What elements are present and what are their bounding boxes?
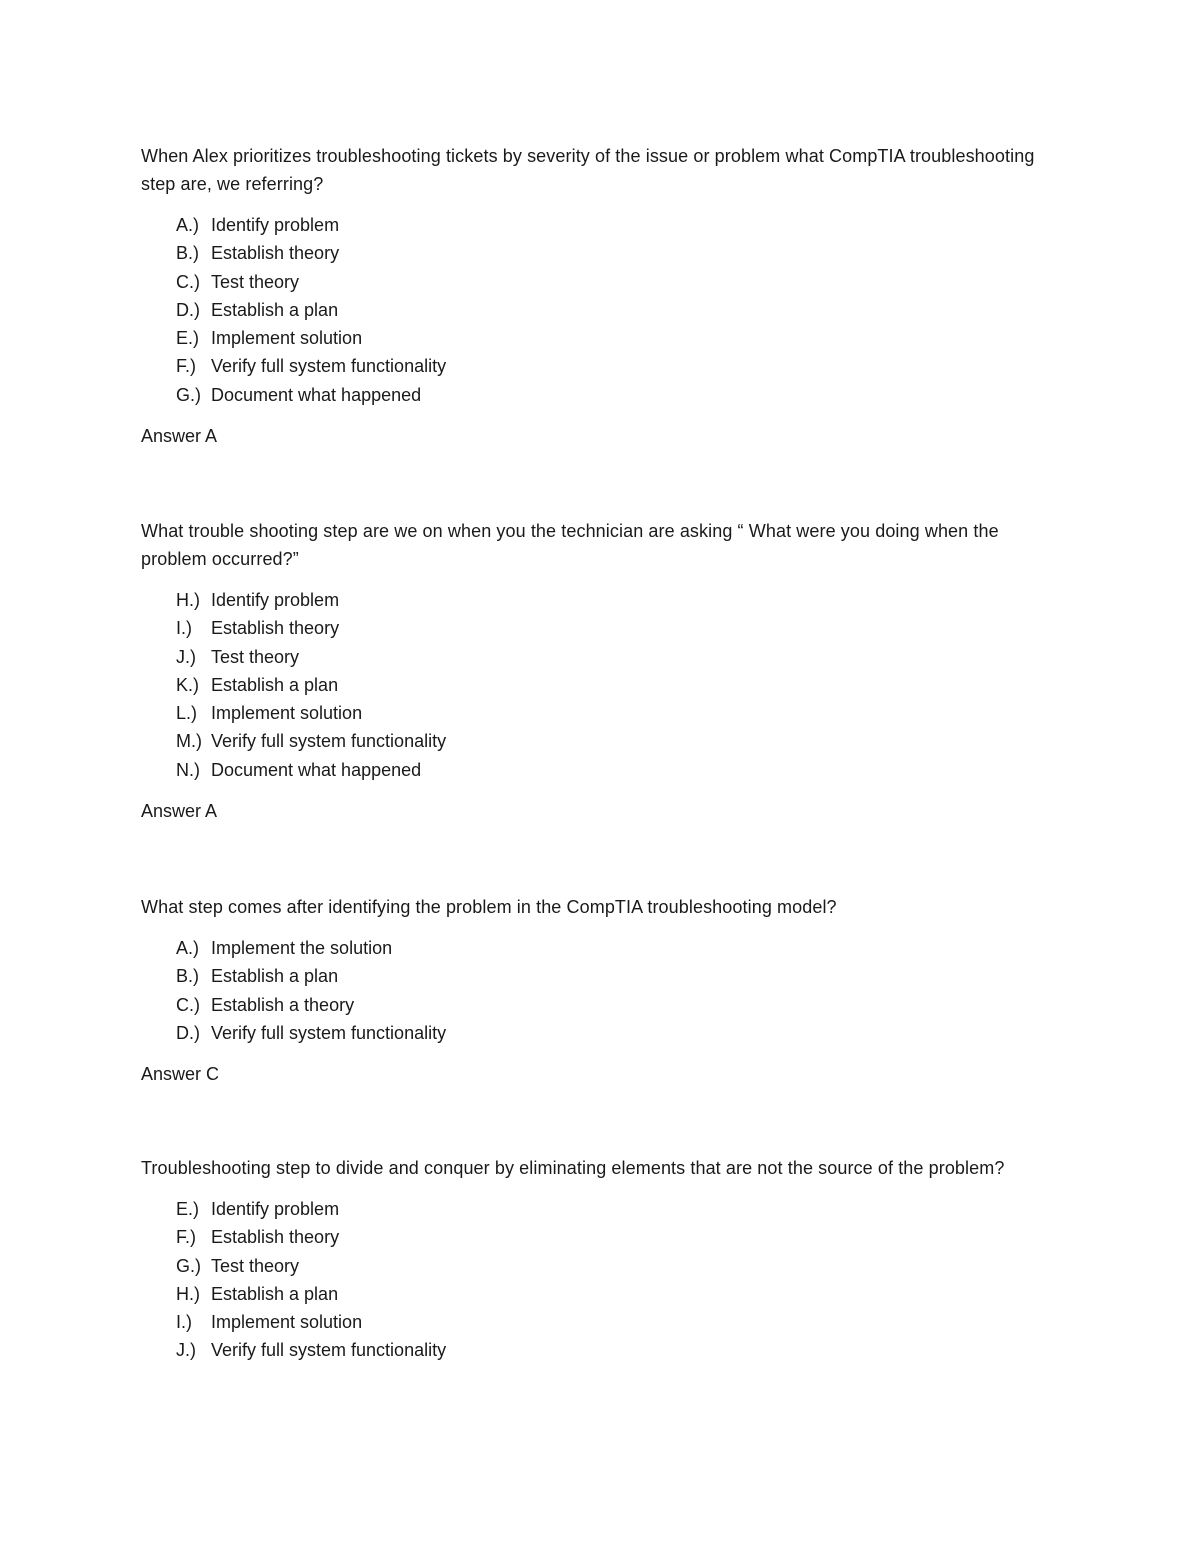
option-letter: M.) bbox=[176, 731, 202, 752]
option-letter: D.) bbox=[176, 1022, 200, 1043]
question-1 bbox=[141, 142, 1061, 450]
option-item bbox=[176, 352, 1061, 380]
option-label: Identify problem bbox=[211, 590, 340, 610]
option-letter: A.) bbox=[176, 938, 200, 958]
option-item bbox=[176, 727, 1061, 755]
question-2 bbox=[141, 517, 1061, 825]
option-item bbox=[176, 1336, 1061, 1364]
option-item bbox=[176, 239, 1061, 267]
option-item bbox=[176, 381, 1061, 409]
option-item bbox=[176, 296, 1061, 324]
option-letter: K.) bbox=[176, 674, 200, 695]
option-label: Establish a plan bbox=[211, 1283, 339, 1304]
option-item bbox=[176, 962, 1061, 990]
option-item bbox=[176, 1019, 1061, 1047]
option-letter: I.) bbox=[176, 1312, 192, 1333]
option-letter: B.) bbox=[176, 243, 200, 264]
option-letter: D.) bbox=[176, 299, 200, 320]
option-item bbox=[176, 211, 1061, 239]
option-item bbox=[176, 643, 1061, 671]
option-item bbox=[176, 268, 1061, 296]
option-letter: N.) bbox=[176, 759, 200, 780]
option-label: Document what happened bbox=[211, 759, 422, 780]
option-item bbox=[176, 934, 1061, 962]
option-label: Identify problem bbox=[211, 1199, 340, 1219]
question-text: What step comes after identifying the problem in the CompTIA troubleshooting model? bbox=[141, 897, 837, 917]
options-list bbox=[141, 934, 1061, 1047]
option-item bbox=[176, 1252, 1061, 1280]
option-label: Test theory bbox=[211, 271, 300, 292]
option-label: Establish theory bbox=[211, 243, 340, 264]
option-item bbox=[176, 324, 1061, 352]
question-text: What trouble shooting step are we on when you the technician are asking “ What were you doing when the problem occurred?” bbox=[141, 521, 999, 569]
option-letter: E.) bbox=[176, 328, 200, 349]
option-item bbox=[176, 699, 1061, 727]
option-label: Establish a plan bbox=[211, 674, 339, 695]
question-4 bbox=[141, 1154, 1061, 1365]
option-label: Document what happened bbox=[211, 384, 422, 405]
option-label: Implement the solution bbox=[211, 938, 393, 958]
option-label: Verify full system functionality bbox=[211, 356, 447, 377]
option-letter: G.) bbox=[176, 384, 201, 405]
question-3 bbox=[141, 893, 1061, 1088]
option-letter: C.) bbox=[176, 271, 200, 292]
option-item bbox=[176, 756, 1061, 784]
option-label: Establish a plan bbox=[211, 299, 339, 320]
option-item bbox=[176, 1308, 1061, 1336]
option-letter: H.) bbox=[176, 590, 200, 610]
options-list bbox=[141, 1195, 1061, 1365]
options-list bbox=[141, 586, 1061, 784]
option-item bbox=[176, 614, 1061, 642]
question-text: Troubleshooting step to divide and conquer by eliminating elements that are not the source of the problem? bbox=[141, 1158, 1005, 1178]
option-letter: L.) bbox=[176, 703, 198, 724]
option-item bbox=[176, 1280, 1061, 1308]
option-item bbox=[176, 1195, 1061, 1223]
option-label: Verify full system functionality bbox=[211, 731, 447, 752]
option-label: Establish a plan bbox=[211, 966, 339, 987]
option-letter: G.) bbox=[176, 1255, 201, 1276]
option-letter: B.) bbox=[176, 966, 200, 987]
option-item bbox=[176, 991, 1061, 1019]
option-label: Identify problem bbox=[211, 215, 340, 235]
option-item bbox=[176, 1223, 1061, 1251]
option-label: Implement solution bbox=[211, 328, 363, 349]
answer-text: Answer C bbox=[141, 1064, 220, 1085]
option-label: Test theory bbox=[211, 646, 300, 667]
option-item bbox=[176, 671, 1061, 699]
options-list bbox=[141, 211, 1061, 409]
option-label: Implement solution bbox=[211, 1312, 363, 1333]
answer-text: Answer A bbox=[141, 426, 218, 447]
option-label: Establish theory bbox=[211, 1227, 340, 1248]
option-letter: C.) bbox=[176, 994, 200, 1015]
question-text: When Alex prioritizes troubleshooting tickets by severity of the issue or problem what CompTIA troubleshooting step are, we referring? bbox=[141, 146, 1035, 194]
option-label: Establish theory bbox=[211, 618, 340, 639]
option-letter: J.) bbox=[176, 646, 196, 667]
option-label: Test theory bbox=[211, 1255, 300, 1276]
option-letter: E.) bbox=[176, 1199, 200, 1219]
option-letter: J.) bbox=[176, 1340, 196, 1361]
option-label: Verify full system functionality bbox=[211, 1340, 447, 1361]
option-label: Implement solution bbox=[211, 703, 363, 724]
option-letter: F.) bbox=[176, 1227, 196, 1248]
answer-text: Answer A bbox=[141, 801, 218, 822]
option-item bbox=[176, 586, 1061, 614]
option-letter: F.) bbox=[176, 356, 196, 377]
option-letter: H.) bbox=[176, 1283, 200, 1304]
option-letter: I.) bbox=[176, 618, 192, 639]
option-letter: A.) bbox=[176, 215, 200, 235]
option-label: Verify full system functionality bbox=[211, 1022, 447, 1043]
option-label: Establish a theory bbox=[211, 994, 355, 1015]
